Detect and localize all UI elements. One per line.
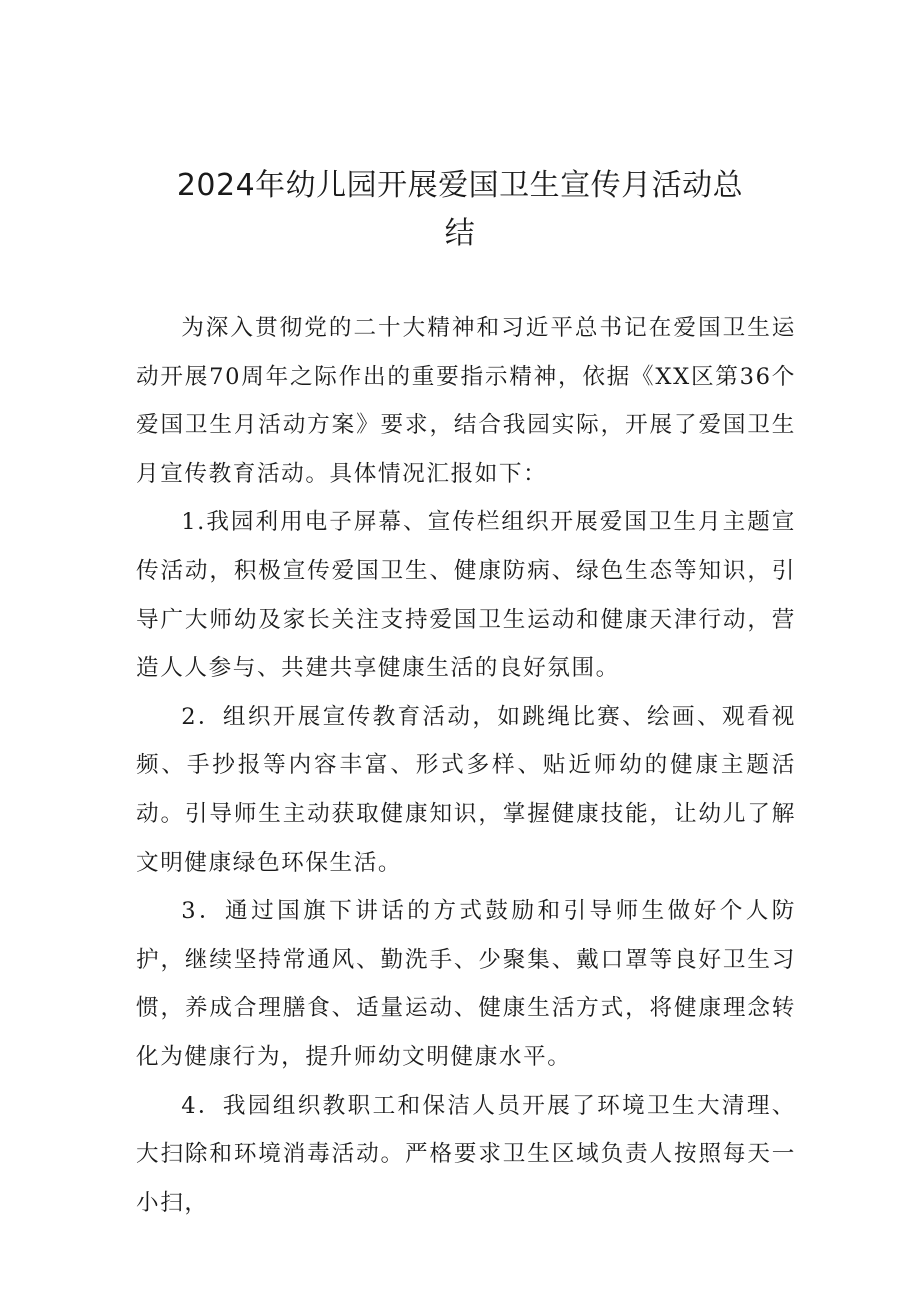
title-line-1: 2024年幼儿园开展爱国卫生宣传月活动总	[176, 168, 744, 203]
document-title	[150, 162, 770, 258]
item-paragraph-4: 4．我园组织教职工和保洁人员开展了环境卫生大清理、大扫除和环境消毒活动。严格要求卫生区域负责人按照每天一小扫，	[136, 1092, 796, 1216]
item-paragraph-2: 2．组织开展宣传教育活动，如跳绳比赛、绘画、观看视频、手抄报等内容丰富、形式多样、贴近师幼的健康主题活动。引导师生主动获取健康知识，掌握健康技能，让幼儿了解文明健康绿色环保生活。	[136, 703, 796, 876]
item-paragraph-1: 1.我园利用电子屏幕、宣传栏组织开展爱国卫生月主题宣传活动，积极宣传爱国卫生、健康防病、绿色生态等知识，引导广大师幼及家长关注支持爱国卫生运动和健康天津行动，营造人人参与、共建共享健康生活的良好氛围。	[136, 509, 796, 682]
item-paragraph-3: 3．通过国旗下讲话的方式鼓励和引导师生做好个人防护，继续坚持常通风、勤洗手、少聚集、戴口罩等良好卫生习惯，养成合理膳食、适量运动、健康生活方式，将健康理念转化为健康行为，提升师幼文明健康水平。	[136, 898, 796, 1070]
title-line-2: 结	[444, 216, 476, 251]
intro-paragraph: 为深入贯彻党的二十大精神和习近平总书记在爱国卫生运动开展70周年之际作出的重要指示精神，依据《XX区第36个爱国卫生月活动方案》要求，结合我园实际，开展了爱国卫生月宣传教育活动。具体情况汇报如下：	[136, 315, 796, 487]
document-body	[136, 304, 796, 1227]
